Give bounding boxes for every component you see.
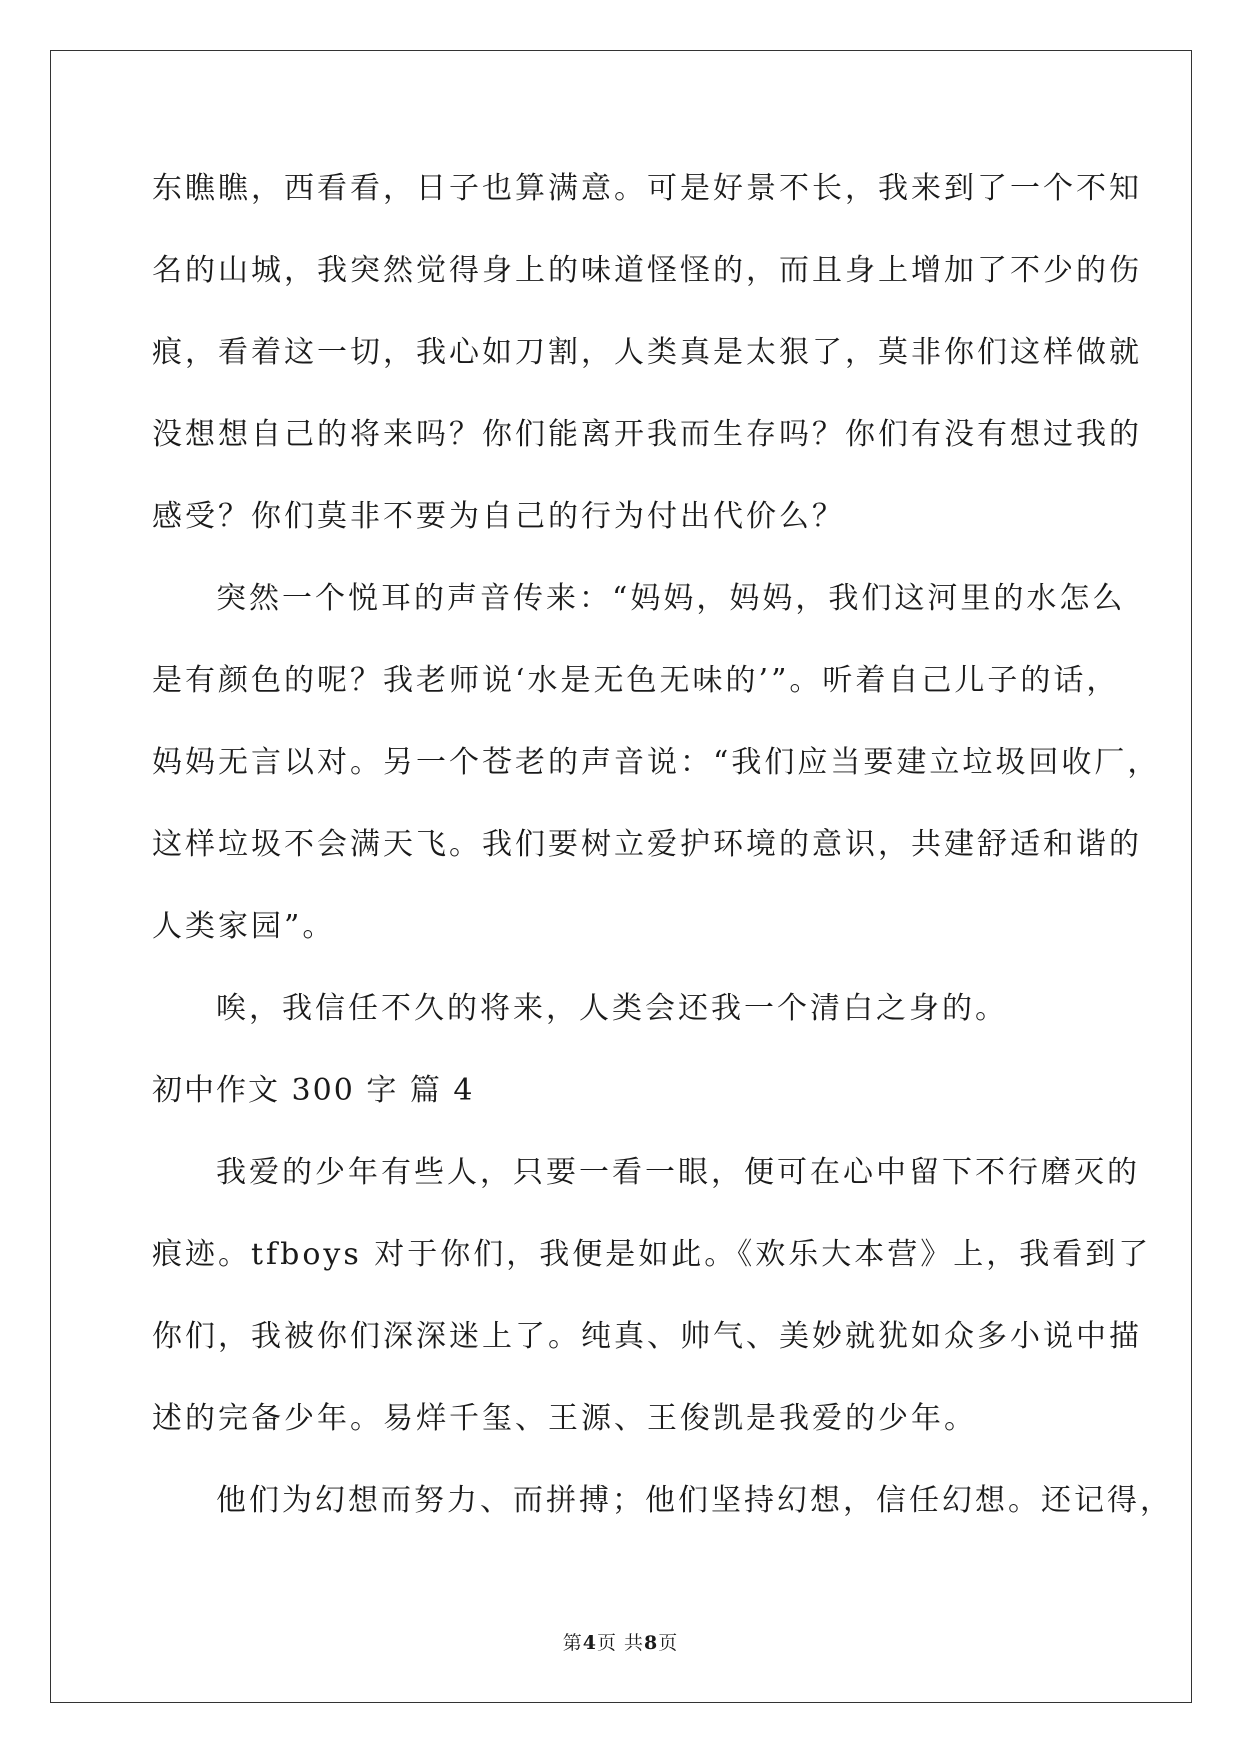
- current-page-number: 4: [582, 1632, 597, 1654]
- paragraph-start-line: 我爱的少年有些人，只要一看一眼，便可在心中留下不行磨灭的: [216, 1155, 1140, 1190]
- paragraph-start-line: 突然一个悦耳的声音传来：“妈妈，妈妈，我们这河里的水怎么: [216, 581, 1126, 616]
- text-line: 东瞧瞧，西看看，日子也算满意。可是好景不长，我来到了一个不知: [152, 171, 1142, 206]
- footer-middle: 页 共: [596, 1632, 645, 1654]
- page-footer: [0, 1628, 1241, 1655]
- text-line: 妈妈无言以对。另一个苍老的声音说：“我们应当要建立垃圾回收厂，: [152, 745, 1161, 780]
- text-line: 名的山城，我突然觉得身上的味道怪怪的，而且身上增加了不少的伤: [152, 253, 1142, 288]
- paragraph-start-line: 唉，我信任不久的将来，人类会还我一个清白之身的。: [216, 991, 1008, 1026]
- footer-suffix: 页: [658, 1632, 679, 1654]
- section-heading: 初中作文 300 字 篇 4: [152, 1073, 475, 1108]
- text-line: 你们，我被你们深深迷上了。纯真、帅气、美妙就犹如众多小说中描: [152, 1319, 1142, 1354]
- text-line: 感受？你们莫非不要为自己的行为付出代价么？: [152, 499, 845, 534]
- text-line: 述的完备少年。易烊千玺、王源、王俊凯是我爱的少年。: [152, 1401, 977, 1436]
- footer-prefix: 第: [562, 1632, 583, 1654]
- total-page-count: 8: [644, 1632, 659, 1654]
- text-line: 这样垃圾不会满天飞。我们要树立爱护环境的意识，共建舒适和谐的: [152, 827, 1142, 862]
- text-line: 痕，看着这一切，我心如刀割，人类真是太狠了，莫非你们这样做就: [152, 335, 1142, 370]
- paragraph-start-line: 他们为幻想而努力、而拼搏；他们坚持幻想，信任幻想。还记得，: [216, 1483, 1173, 1518]
- text-line: 是有颜色的呢？我老师说‘水是无色无味的’”。听着自己儿子的话，: [152, 663, 1120, 698]
- text-line: 没想想自己的将来吗？你们能离开我而生存吗？你们有没有想过我的: [152, 417, 1142, 452]
- text-line: 痕迹。tfboys 对于你们，我便是如此。《欢乐大本营》上，我看到了: [152, 1237, 1152, 1272]
- text-line: 人类家园”。: [152, 909, 336, 944]
- document-body: [152, 160, 1173, 1554]
